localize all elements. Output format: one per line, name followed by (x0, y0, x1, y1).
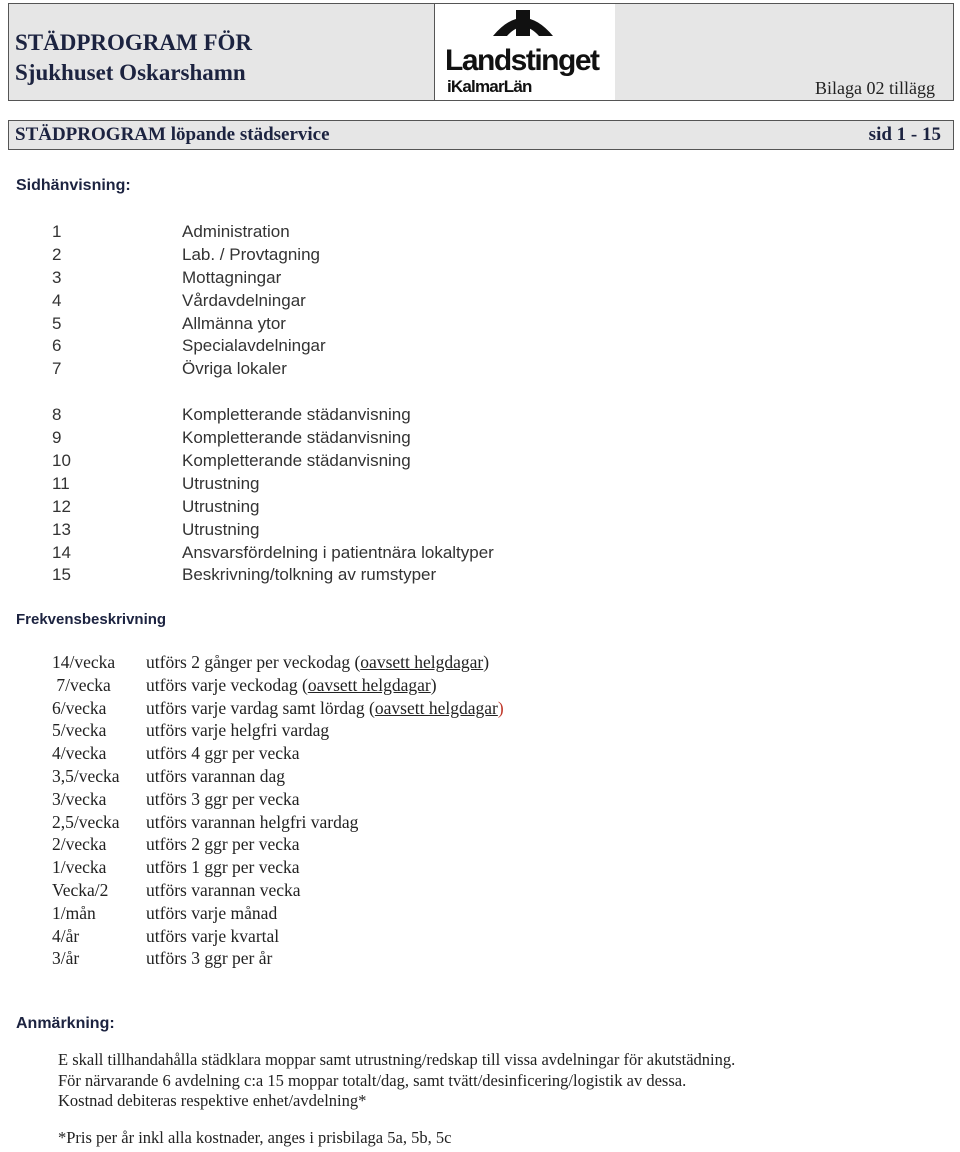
frequency-code: 14/vecka (52, 652, 116, 672)
toc-row (52, 358, 494, 381)
document-header (8, 3, 954, 101)
frequency-row (52, 833, 504, 856)
toc-row (52, 542, 494, 565)
frequency-list (52, 651, 504, 970)
toc-page-number: 14 (52, 542, 71, 562)
toc-row (52, 221, 494, 244)
note-line: Kostnad debiteras respektive enhet/avdelning* (58, 1091, 367, 1110)
toc-page-number: 2 (52, 244, 62, 264)
frequency-code: 4/vecka (52, 743, 107, 764)
frequency-code: 5/vecka (52, 720, 107, 741)
header-title-line2: Sjukhuset Oskarshamn (15, 60, 246, 85)
toc-section-name: Kompletterande städanvisning (182, 451, 411, 471)
toc-row (52, 450, 494, 473)
page-reference-list (52, 221, 494, 587)
frequency-code: 3/vecka (52, 788, 107, 809)
anmarkning-notes (58, 1050, 735, 1112)
sidhanvisning-label: Sidhänvisning: (16, 177, 131, 194)
frequency-code: 2/vecka (52, 834, 107, 855)
toc-row (52, 267, 494, 290)
frequency-description: utförs 3 ggr per år (146, 948, 273, 969)
toc-section-name: Kompletterande städanvisning (182, 428, 411, 448)
frequency-row (52, 925, 504, 948)
toc-page-number: 11 (52, 473, 70, 493)
frequency-description: utförs varje veckodag (oavsett helgdagar) (146, 674, 437, 695)
frequency-description: utförs varje vardag samt lördag (oavsett helgdagar) (146, 697, 504, 718)
frequency-underlined: oavsett helgdagar (374, 697, 498, 718)
frequency-row (52, 765, 504, 788)
frequency-row (52, 697, 504, 720)
frequency-row (52, 651, 504, 674)
note-line: För närvarande 6 avdelning c:a 15 moppar totalt/dag, samt tvätt/desinficering/logistik av dessa. (58, 1070, 687, 1090)
toc-row (52, 473, 494, 496)
toc-page-number: 8 (52, 405, 62, 425)
frequency-underlined: oavsett helgdagar (360, 652, 484, 672)
frequency-row (52, 811, 504, 834)
toc-page-number: 10 (52, 451, 71, 471)
toc-section-name: Ansvarsfördelning i patientnära lokaltyper (182, 542, 494, 562)
frequency-description: utförs 4 ggr per vecka (146, 743, 300, 764)
toc-page-number: 12 (52, 496, 71, 516)
toc-page-number: 6 (52, 336, 62, 356)
toc-section-name: Vårdavdelningar (182, 290, 306, 310)
toc-section-name: Utrustning (182, 473, 260, 493)
header-title-line1: STÄDPROGRAM FÖR (15, 30, 253, 55)
toc-section-name: Mottagningar (182, 267, 282, 287)
toc-page-number: 7 (52, 359, 62, 379)
frequency-code: 6/vecka (52, 697, 107, 718)
frequency-row (52, 879, 504, 902)
toc-row (52, 290, 494, 313)
toc-section-name: Allmänna ytor (182, 313, 286, 333)
toc-section-name: Lab. / Provtagning (182, 244, 320, 264)
frequency-code: 1/vecka (52, 857, 107, 878)
page-range: sid 1 - 15 (868, 124, 941, 145)
frequency-code: 2,5/vecka (52, 811, 120, 832)
frequency-row (52, 788, 504, 811)
frequency-row (52, 947, 504, 970)
toc-row (52, 313, 494, 336)
toc-row (52, 519, 494, 542)
toc-section-name: Utrustning (182, 496, 260, 516)
frequency-red-paren: ) (497, 697, 504, 718)
frequency-description: utförs varannan dag (146, 765, 285, 786)
frequency-description: utförs varannan vecka (146, 879, 301, 900)
toc-section-name: Övriga lokaler (182, 359, 287, 379)
note-line: E skall tillhandahålla städklara moppar samt utrustning/redskap till vissa avdelningar för akutstädning. (58, 1050, 736, 1069)
frequency-row (52, 742, 504, 765)
toc-section-name: Beskrivning/tolkning av rumstyper (182, 565, 437, 585)
toc-group-1 (52, 221, 494, 381)
anmarkning-label: Anmärkning: (16, 1015, 115, 1032)
toc-section-name: Specialavdelningar (182, 336, 326, 356)
frequency-row (52, 674, 504, 697)
toc-page-number: 5 (52, 313, 62, 333)
toc-page-number: 4 (52, 290, 62, 310)
toc-row (52, 244, 494, 267)
toc-page-number: 1 (52, 222, 62, 241)
bilaga-label: Bilaga 02 tillägg (815, 78, 935, 98)
toc-page-number: 9 (52, 428, 62, 448)
toc-row (52, 335, 494, 358)
frequency-description: utförs 2 gånger per veckodag (oavsett helgdagar) (146, 652, 490, 672)
frequency-underlined: oavsett helgdagar (307, 674, 431, 695)
logo-text-sub: iKalmarLän (447, 77, 532, 96)
section-title-bar (8, 120, 954, 150)
frequency-code: 1/mån (52, 902, 96, 923)
toc-page-number: 15 (52, 565, 71, 585)
frequency-description: utförs 1 ggr per vecka (146, 857, 300, 878)
frequency-description: utförs 2 ggr per vecka (146, 834, 300, 855)
frequency-description: utförs varje helgfri vardag (146, 720, 330, 741)
toc-row (52, 564, 494, 587)
frequency-description: utförs varje månad (146, 902, 278, 923)
logo-text-main: Landstinget (445, 44, 599, 77)
toc-page-number: 13 (52, 519, 71, 539)
frequency-row (52, 856, 504, 879)
frequency-row (52, 719, 504, 742)
frequency-description: utförs 3 ggr per vecka (146, 788, 300, 809)
toc-row (52, 404, 494, 427)
header-title (9, 4, 435, 100)
program-title: STÄDPROGRAM löpande städservice (15, 124, 330, 145)
frequency-row (52, 902, 504, 925)
frequency-code: 7/vecka (52, 674, 111, 695)
frekvens-label: Frekvensbeskrivning (16, 611, 167, 628)
toc-gap (52, 381, 494, 404)
frequency-code: Vecka/2 (52, 879, 109, 900)
toc-section-name: Administration (182, 222, 290, 241)
pris-note: *Pris per år inkl alla kostnader, anges i prisbilaga 5a, 5b, 5c (58, 1128, 452, 1147)
frequency-code: 3/år (52, 948, 80, 969)
frequency-description: utförs varje kvartal (146, 925, 280, 946)
toc-row (52, 427, 494, 450)
toc-section-name: Utrustning (182, 519, 260, 539)
toc-section-name: Kompletterande städanvisning (182, 405, 411, 425)
landstinget-logo-icon (435, 4, 615, 100)
frequency-code: 4/år (52, 925, 80, 946)
toc-row (52, 496, 494, 519)
frequency-code: 3,5/vecka (52, 765, 120, 786)
toc-page-number: 3 (52, 267, 62, 287)
header-right (615, 4, 953, 100)
toc-group-2 (52, 404, 494, 587)
frequency-description: utförs varannan helgfri vardag (146, 811, 359, 832)
